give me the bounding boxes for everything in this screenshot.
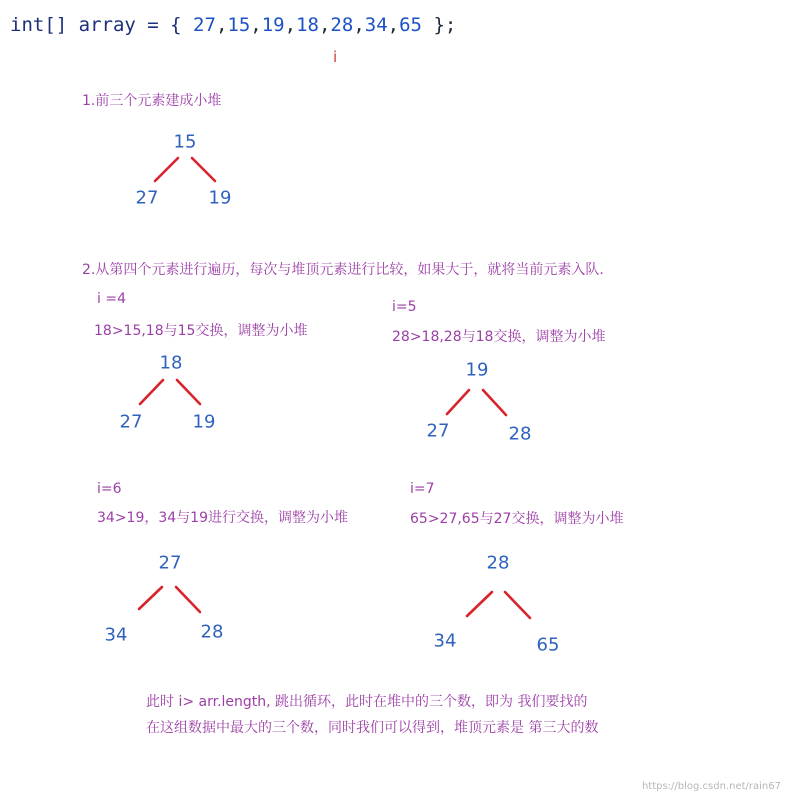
iteration-label-i7: i=7 xyxy=(410,481,435,497)
array-value: 65 xyxy=(399,14,422,36)
index-marker: i xyxy=(333,48,338,66)
iteration-label-i4: i =4 xyxy=(97,291,126,307)
heap-right-node: 19 xyxy=(192,411,216,433)
heap-left-node: 34 xyxy=(433,630,457,652)
array-value: 34 xyxy=(364,14,388,36)
edge-left xyxy=(140,380,163,404)
heap-right-node: 19 xyxy=(208,187,232,209)
iteration-label-i6: i=6 xyxy=(97,481,122,497)
array-value: 18 xyxy=(296,14,319,36)
edge-right xyxy=(483,390,506,415)
edge-left xyxy=(155,158,178,181)
edge-left xyxy=(139,587,162,609)
array-value: 28 xyxy=(330,14,354,36)
heap-right-node: 28 xyxy=(200,621,224,643)
array-value: 15 xyxy=(227,14,251,36)
heap-root-node: 15 xyxy=(173,131,197,153)
iteration-desc-i4: 18>15,18与15交换，调整为小堆 xyxy=(94,323,308,339)
heap-left-node: 27 xyxy=(426,420,450,442)
conclusion-line1: 此时 i> arr.length, 跳出循环，此时在堆中的三个数，即为 我们要找的 xyxy=(146,694,588,710)
array-value: 19 xyxy=(261,14,285,36)
heap-right-node: 28 xyxy=(508,423,532,445)
iteration-label-i5: i=5 xyxy=(392,299,417,315)
iteration-desc-i6: 34>19，34与19进行交换，调整为小堆 xyxy=(97,510,348,526)
heap-root-node: 18 xyxy=(159,352,183,374)
code-close: }; xyxy=(433,14,457,36)
heap-root-node: 19 xyxy=(465,359,489,381)
iteration-desc-i5: 28>18,28与18交换，调整为小堆 xyxy=(392,329,606,345)
heap-root-node: 28 xyxy=(486,552,510,574)
array-value: 27 xyxy=(193,14,216,36)
edge-right xyxy=(505,592,530,618)
edge-left xyxy=(467,592,492,616)
edge-left xyxy=(447,390,469,414)
edge-right xyxy=(177,380,200,404)
watermark: https://blog.csdn.net/rain67 xyxy=(641,781,781,792)
conclusion-line2: 在这组数据中最大的三个数，同时我们可以得到，堆顶元素是 第三大的数 xyxy=(146,720,599,736)
heap-left-node: 27 xyxy=(119,411,143,433)
edge-right xyxy=(176,587,200,612)
step2-heading: 2.从第四个元素进行遍历，每次与堆顶元素进行比较，如果大于，就将当前元素入队. xyxy=(82,262,604,278)
array-declaration: int[] array = { 27,15,19,18,28,34,65 }; xyxy=(10,14,457,36)
edge-right xyxy=(192,158,215,181)
heap-right-node: 65 xyxy=(536,634,560,656)
heap-left-node: 34 xyxy=(104,624,128,646)
iteration-desc-i7: 65>27,65与27交换，调整为小堆 xyxy=(410,511,624,527)
code-declaration: int[] array = { xyxy=(10,14,182,36)
heap-left-node: 27 xyxy=(135,187,159,209)
step1-heading: 1.前三个元素建成小堆 xyxy=(82,93,222,109)
heap-root-node: 27 xyxy=(158,552,182,574)
